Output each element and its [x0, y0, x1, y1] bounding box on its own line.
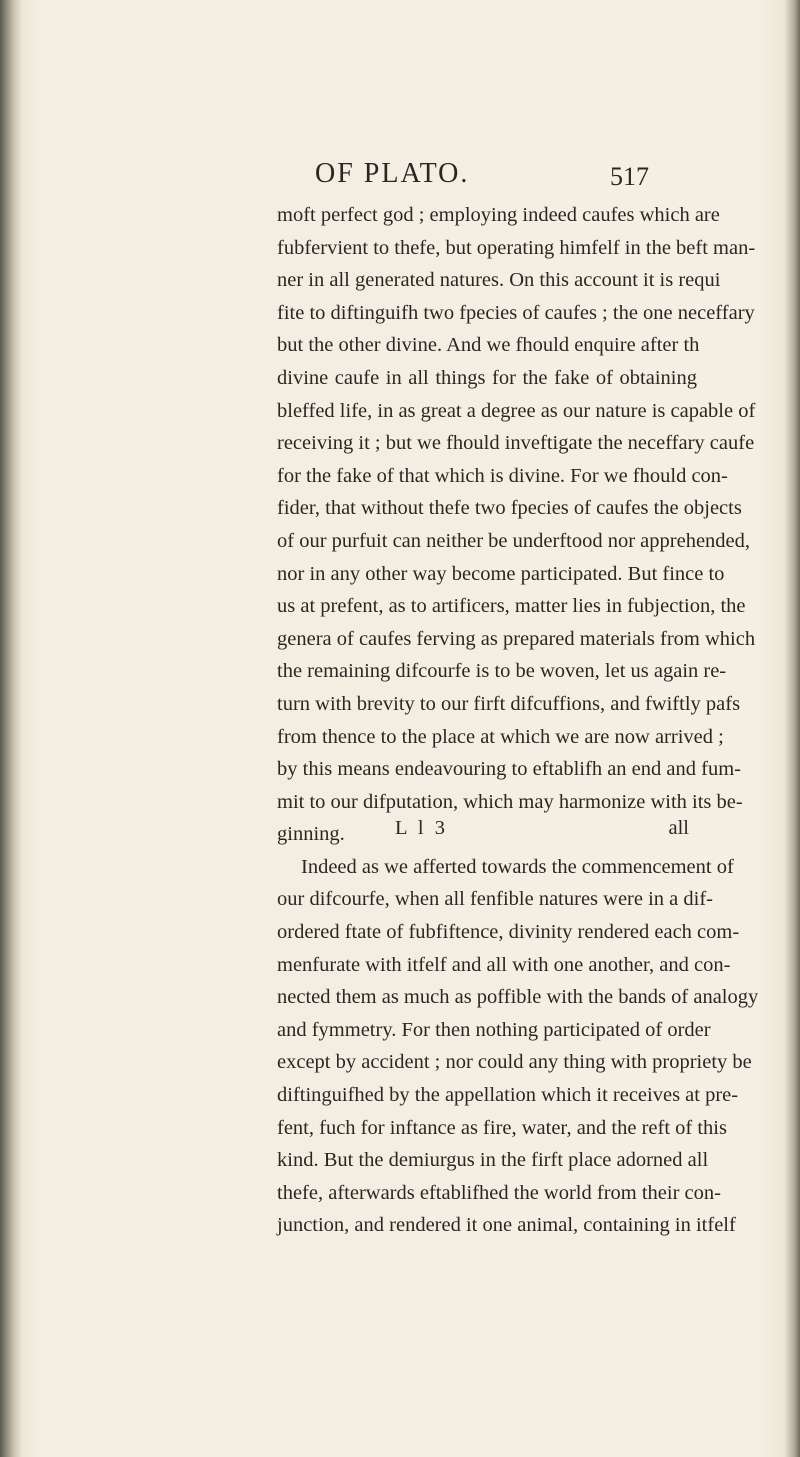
text-line: genera of caufes ferving as prepared materials from which: [277, 627, 756, 650]
text-line: our difcourfe, when all fenfible natures were in a dif-: [277, 888, 714, 911]
page-header: [240, 158, 660, 198]
text-line: ner in all generated natures. On this account it is requi: [277, 269, 721, 292]
text-line: fent, fuch for inftance as fire, water, and the reft of this: [277, 1116, 727, 1139]
text-line: by this means endeavouring to eftablifh an end and fum-: [277, 758, 741, 781]
catchword: all: [668, 817, 689, 839]
text-line: of our purfuit can neither be underftood nor apprehended,: [277, 529, 751, 552]
text-line: from thence to the place at which we are now arrived ;: [277, 725, 724, 748]
page-number: 517: [610, 162, 649, 191]
body-text: [277, 199, 759, 1242]
text-line: fite to diftinguifh two fpecies of caufes ; the one neceffary: [277, 301, 755, 324]
text-line: fider, that without thefe two fpecies of caufes the objects: [277, 497, 742, 520]
text-line: menfurate with itfelf and all with one another, and con-: [277, 953, 731, 976]
signature-mark: L l 3: [395, 817, 448, 839]
text-line: ordered ftate of fubfiftence, divinity rendered each com-: [277, 921, 740, 944]
text-line: for the fake of that which is divine. For we fhould con-: [277, 464, 728, 487]
text-line: turn with brevity to our firft difcuffions, and fwiftly pafs: [277, 692, 741, 715]
text-line: ginning.: [277, 823, 345, 846]
binding-shadow-right: [784, 0, 800, 1457]
text-line: and fymmetry. For then nothing participated of order: [277, 1018, 711, 1041]
binding-shadow-left: [0, 0, 22, 1457]
text-line: nor in any other way become participated. But fince to: [277, 562, 725, 585]
paragraph-start-line: Indeed as we afferted towards the commencement of: [301, 855, 734, 878]
text-line: moft perfect god ; employing indeed caufes which are: [277, 204, 720, 226]
text-line: but the other divine. And we fhould enquire after th: [277, 334, 700, 357]
text-line: kind. But the demiurgus in the firft place adorned all: [277, 1149, 709, 1172]
text-line: nected them as much as poffible with the bands of analogy: [277, 986, 759, 1009]
text-line: mit to our difputation, which may harmonize with its be-: [277, 790, 743, 813]
text-line: thefe, afterwards eftablifhed the world from their con-: [277, 1181, 721, 1204]
text-line: receiving it ; but we fhould inveftigate the neceffary caufe: [277, 432, 755, 455]
text-line: fubfervient to thefe, but operating himfelf in the beft man-: [277, 236, 756, 259]
text-line: divine caufe in all things for the fake of obtaining: [277, 366, 697, 389]
running-title: OF PLATO.: [315, 158, 470, 189]
text-line: junction, and rendered it one animal, containing in itfelf: [277, 1214, 736, 1237]
text-line: the remaining difcourfe is to be woven, let us again re-: [277, 660, 727, 683]
page-footer: [277, 817, 697, 851]
text-line: bleffed life, in as great a degree as our nature is capable of: [277, 399, 756, 422]
text-line: except by accident ; nor could any thing with propriety be: [277, 1051, 752, 1074]
text-line: us at prefent, as to artificers, matter lies in fubjection, the: [277, 595, 746, 618]
text-line: diftinguifhed by the appellation which it receives at pre-: [277, 1084, 739, 1107]
